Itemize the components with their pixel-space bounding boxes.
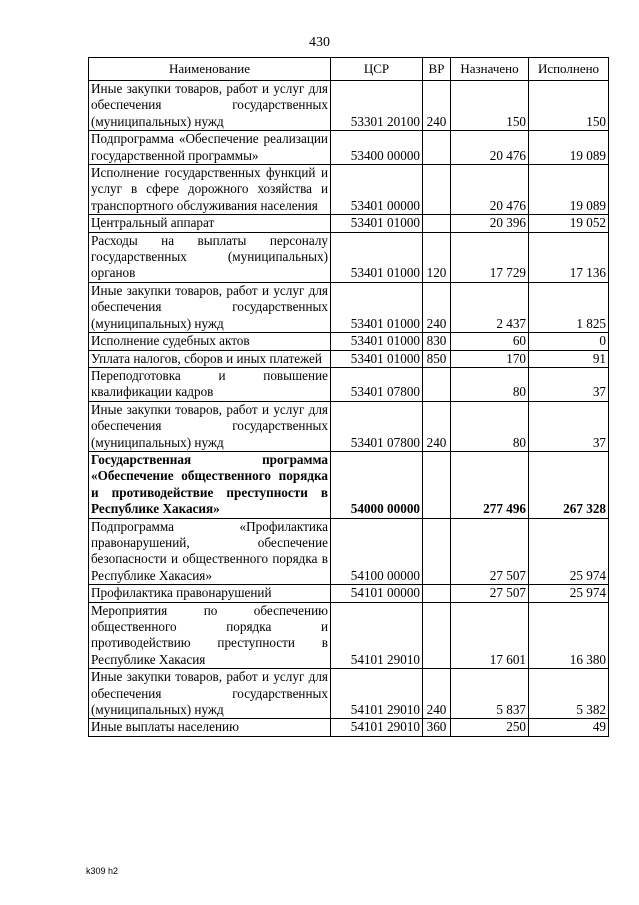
row-name-cell: Подпрограмма «Профилактика правонарушений, обеспечение безопасности и общественного порядка в Республике Хакасия» (89, 518, 331, 585)
row-assigned-cell: 60 (451, 333, 529, 350)
row-executed-cell: 25 974 (529, 518, 609, 585)
row-csr-cell: 53401 01000 (331, 215, 423, 232)
row-executed-cell: 5 382 (529, 669, 609, 719)
row-executed-cell: 16 380 (529, 602, 609, 669)
row-name-cell: Уплата налогов, сборов и иных платежей (89, 350, 331, 367)
table-row (89, 215, 609, 232)
row-executed-cell: 19 089 (529, 131, 609, 165)
row-executed-cell: 19 052 (529, 215, 609, 232)
row-name-cell: Иные закупки товаров, работ и услуг для обеспечения государственных (муниципальных) нужд (89, 282, 331, 332)
row-assigned-cell: 20 396 (451, 215, 529, 232)
row-csr-cell: 53401 07800 (331, 367, 423, 401)
row-assigned-cell: 27 507 (451, 585, 529, 602)
row-assigned-cell: 17 729 (451, 232, 529, 282)
row-executed-cell: 17 136 (529, 232, 609, 282)
row-assigned-cell: 5 837 (451, 669, 529, 719)
row-assigned-cell: 277 496 (451, 451, 529, 518)
row-name-cell: Исполнение судебных актов (89, 333, 331, 350)
row-assigned-cell: 27 507 (451, 518, 529, 585)
row-csr-cell: 54000 00000 (331, 451, 423, 518)
row-vr-cell: 240 (423, 81, 451, 131)
row-vr-cell: 850 (423, 350, 451, 367)
row-name-cell: Подпрограмма «Обеспечение реализации государственной программы» (89, 131, 331, 165)
row-name-cell: Исполнение государственных функций и услуг в сфере дорожного хозяйства и транспортного обслуживания населения (89, 165, 331, 215)
row-csr-cell: 53401 01000 (331, 232, 423, 282)
row-name-cell: Иные закупки товаров, работ и услуг для обеспечения государственных (муниципальных) нужд (89, 401, 331, 451)
row-vr-cell (423, 165, 451, 215)
row-vr-cell (423, 367, 451, 401)
row-vr-cell: 360 (423, 719, 451, 736)
row-csr-cell: 54101 29010 (331, 719, 423, 736)
row-name-cell: Иные закупки товаров, работ и услуг для обеспечения государственных (муниципальных) нужд (89, 81, 331, 131)
table-row (89, 367, 609, 401)
row-vr-cell (423, 585, 451, 602)
budget-table (88, 57, 609, 737)
row-vr-cell: 240 (423, 282, 451, 332)
row-executed-cell: 25 974 (529, 585, 609, 602)
row-assigned-cell: 20 476 (451, 131, 529, 165)
table-row (89, 282, 609, 332)
header-assigned: Назначено (451, 58, 529, 81)
table-row (89, 401, 609, 451)
row-csr-cell: 53401 01000 (331, 333, 423, 350)
row-name-cell: Иные выплаты населению (89, 719, 331, 736)
row-assigned-cell: 2 437 (451, 282, 529, 332)
row-name-cell: Мероприятия по обеспечению общественного порядка и противодействию преступности в Республике Хакасия (89, 602, 331, 669)
row-csr-cell: 53301 20100 (331, 81, 423, 131)
row-assigned-cell: 170 (451, 350, 529, 367)
row-assigned-cell: 17 601 (451, 602, 529, 669)
row-csr-cell: 53401 07800 (331, 401, 423, 451)
row-assigned-cell: 20 476 (451, 165, 529, 215)
header-name: Наименование (89, 58, 331, 81)
table-row (89, 165, 609, 215)
row-executed-cell: 37 (529, 401, 609, 451)
table-row (89, 719, 609, 736)
row-executed-cell: 37 (529, 367, 609, 401)
row-name-cell: Государственная программа «Обеспечение общественного порядка и противодействие преступности в Республике Хакасия» (89, 451, 331, 518)
row-vr-cell (423, 215, 451, 232)
row-assigned-cell: 80 (451, 367, 529, 401)
row-executed-cell: 1 825 (529, 282, 609, 332)
row-name-cell: Профилактика правонарушений (89, 585, 331, 602)
row-csr-cell: 54100 00000 (331, 518, 423, 585)
table-row (89, 585, 609, 602)
table-row (89, 669, 609, 719)
row-csr-cell: 53401 01000 (331, 282, 423, 332)
row-csr-cell: 53400 00000 (331, 131, 423, 165)
row-vr-cell (423, 602, 451, 669)
table-row (89, 232, 609, 282)
row-vr-cell: 120 (423, 232, 451, 282)
row-name-cell: Переподготовка и повышение квалификации кадров (89, 367, 331, 401)
row-executed-cell: 0 (529, 333, 609, 350)
row-csr-cell: 54101 00000 (331, 585, 423, 602)
table-row (89, 602, 609, 669)
table-row (89, 81, 609, 131)
header-vr: ВР (423, 58, 451, 81)
row-vr-cell (423, 518, 451, 585)
footer-code: k309 h2 (86, 866, 119, 876)
table-row (89, 350, 609, 367)
header-csr: ЦСР (331, 58, 423, 81)
row-executed-cell: 91 (529, 350, 609, 367)
row-csr-cell: 54101 29010 (331, 669, 423, 719)
row-csr-cell: 53401 01000 (331, 350, 423, 367)
row-vr-cell (423, 131, 451, 165)
row-name-cell: Центральный аппарат (89, 215, 331, 232)
row-executed-cell: 150 (529, 81, 609, 131)
table-row (89, 131, 609, 165)
row-assigned-cell: 150 (451, 81, 529, 131)
row-csr-cell: 53401 00000 (331, 165, 423, 215)
row-assigned-cell: 80 (451, 401, 529, 451)
row-executed-cell: 19 089 (529, 165, 609, 215)
table-body (89, 81, 609, 737)
row-assigned-cell: 250 (451, 719, 529, 736)
page-number: 430 (309, 35, 330, 50)
row-name-cell: Иные закупки товаров, работ и услуг для обеспечения государственных (муниципальных) нужд (89, 669, 331, 719)
table-row (89, 451, 609, 518)
table-row (89, 518, 609, 585)
table-header-row (89, 58, 609, 81)
row-vr-cell: 240 (423, 401, 451, 451)
table-row (89, 333, 609, 350)
row-vr-cell (423, 451, 451, 518)
row-executed-cell: 267 328 (529, 451, 609, 518)
row-vr-cell: 830 (423, 333, 451, 350)
row-csr-cell: 54101 29010 (331, 602, 423, 669)
row-vr-cell: 240 (423, 669, 451, 719)
row-executed-cell: 49 (529, 719, 609, 736)
header-executed: Исполнено (529, 58, 609, 81)
row-name-cell: Расходы на выплаты персоналу государственных (муниципальных) органов (89, 232, 331, 282)
